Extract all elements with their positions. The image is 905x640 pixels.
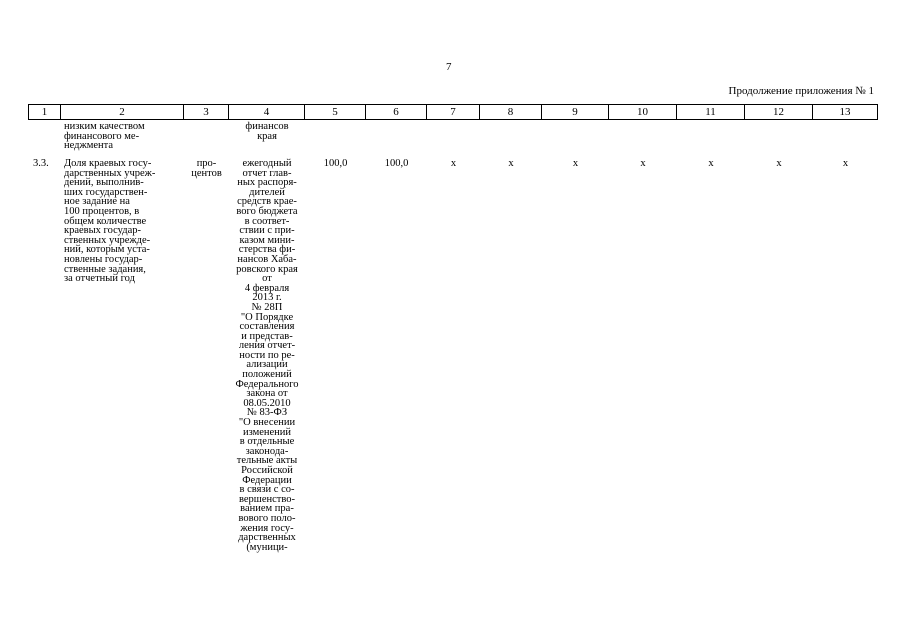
row-value-col13: x [842, 158, 849, 169]
column-header-8: 8 [480, 105, 542, 120]
column-header-2: 2 [61, 105, 184, 120]
column-header-9: 9 [542, 105, 609, 120]
carryover-source: финансов края [245, 121, 289, 142]
row-value-col5: 100,0 [323, 158, 348, 169]
row-value-col7: x [450, 158, 457, 169]
column-header-4: 4 [229, 105, 305, 120]
carryover-description: низким качеством финансового ме- неджмента [64, 121, 145, 152]
row-value-col10: x [640, 158, 646, 169]
row-value-col8: x [508, 158, 514, 169]
row-value-col11: x [708, 158, 714, 169]
column-header-3: 3 [184, 105, 229, 120]
column-header-5: 5 [305, 105, 366, 120]
column-header-12: 12 [745, 105, 813, 120]
column-header-11: 11 [677, 105, 745, 120]
column-header-6: 6 [366, 105, 427, 120]
row-value-col6: 100,0 [384, 158, 409, 169]
column-header-1: 1 [29, 105, 61, 120]
column-header-7: 7 [427, 105, 480, 120]
row-value-col9: x [572, 158, 579, 169]
column-header-13: 13 [813, 105, 878, 120]
row-unit: про- центов [191, 158, 222, 179]
page-number: 7 [446, 61, 452, 73]
column-header-10: 10 [609, 105, 677, 120]
row-source: ежегодный отчет глав- ных распоря- дителей средств крае- вого бюджета в соответ- ствии с при- казом мини- стерства фи- нансов Хаба- ровского края от 4 февраля 2013 г. № 28П "О Порядке составления и представ- ления отчет- ности по ре- ализации положений Федерального закона от 08.05.2010 № 83-ФЗ "О внесении изменений в отдельные законода- тельные акты Российской Федерации в связи с со- вершенство- ванием пра- вового поло- жения госу- дарственных (муници- [235, 158, 299, 553]
row-value-col12: x [776, 158, 782, 169]
row-number: 3.3. [33, 158, 49, 169]
appendix-continuation-label: Продолжение приложения № 1 [728, 85, 874, 97]
column-header-table [28, 104, 878, 120]
row-description: Доля краевых госу- дарственных учреж- дений, выполнив- ших государствен- ное задание на 100 процентов, в общем количестве краевых государ- ственных учрежде- ний, которым уста- новлены государ- ственные задания, за отчетный год [64, 158, 156, 285]
